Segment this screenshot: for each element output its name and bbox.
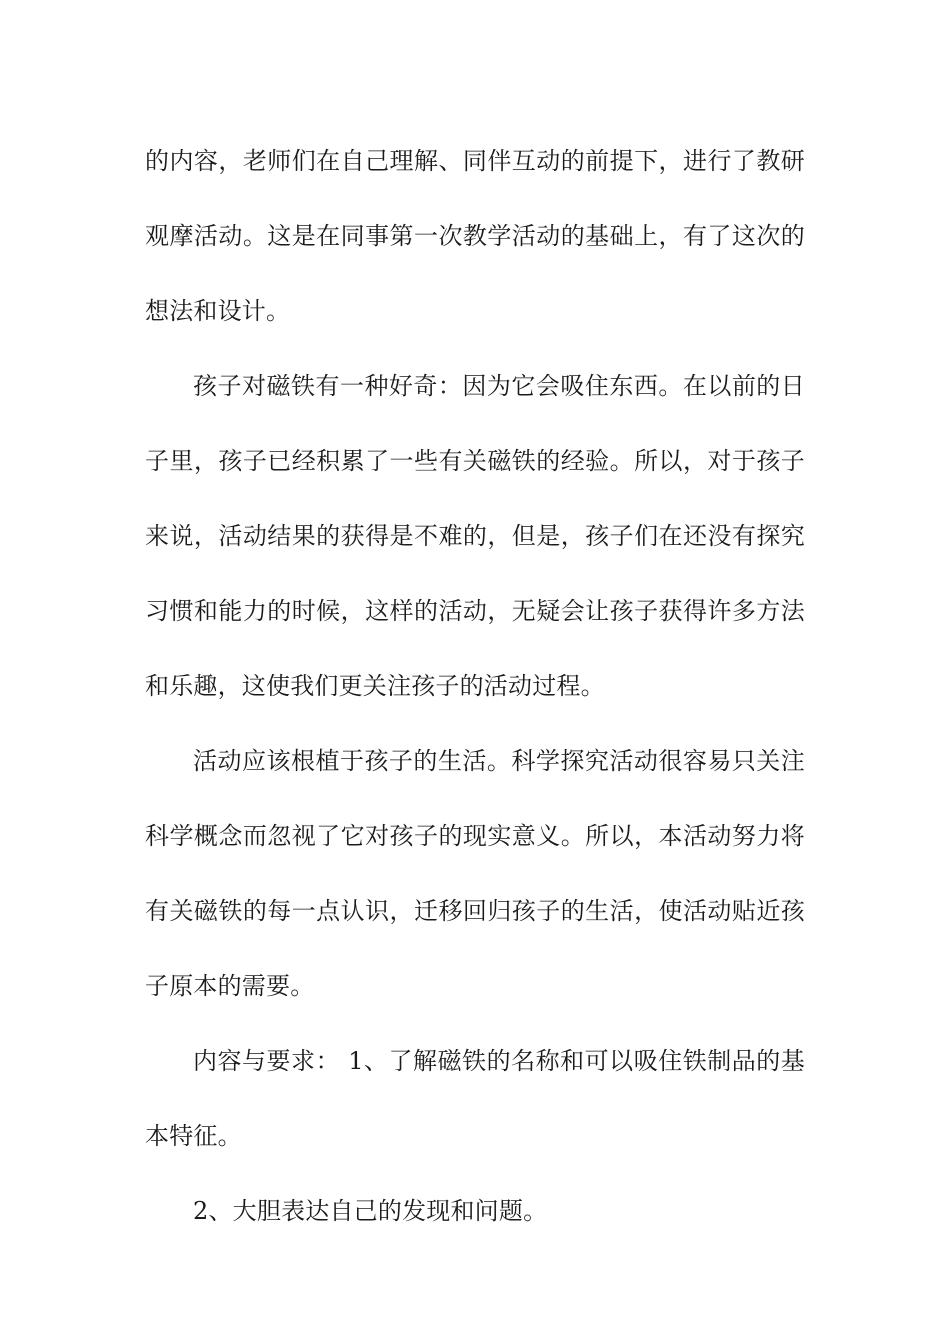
document-body [145, 124, 805, 1249]
paragraph-1: 的内容，老师们在自己理解、同伴互动的前提下，进行了教研观摩活动。这是在同事第一次教学活动的基础上，有了这次的想法和设计。 [145, 147, 805, 325]
paragraph-3: 活动应该根植于孩子的生活。科学探究活动很容易只关注科学概念而忽视了它对孩子的现实意义。所以，本活动努力将有关磁铁的每一点认识，迁移回归孩子的生活，使活动贴近孩子原本的需要。 [145, 747, 805, 1000]
paragraph-4: 内容与要求： 1、了解磁铁的名称和可以吸住铁制品的基本特征。 [145, 1047, 805, 1150]
paragraph-2: 孩子对磁铁有一种好奇：因为它会吸住东西。在以前的日子里，孩子已经积累了一些有关磁铁的经验。所以，对于孩子来说，活动结果的获得是不难的，但是，孩子们在还没有探究习惯和能力的时候，这样的活动，无疑会让孩子获得许多方法和乐趣，这使我们更关注孩子的活动过程。 [145, 372, 805, 700]
paragraph-5: 2、大胆表达自己的发现和问题。 [193, 1197, 548, 1225]
